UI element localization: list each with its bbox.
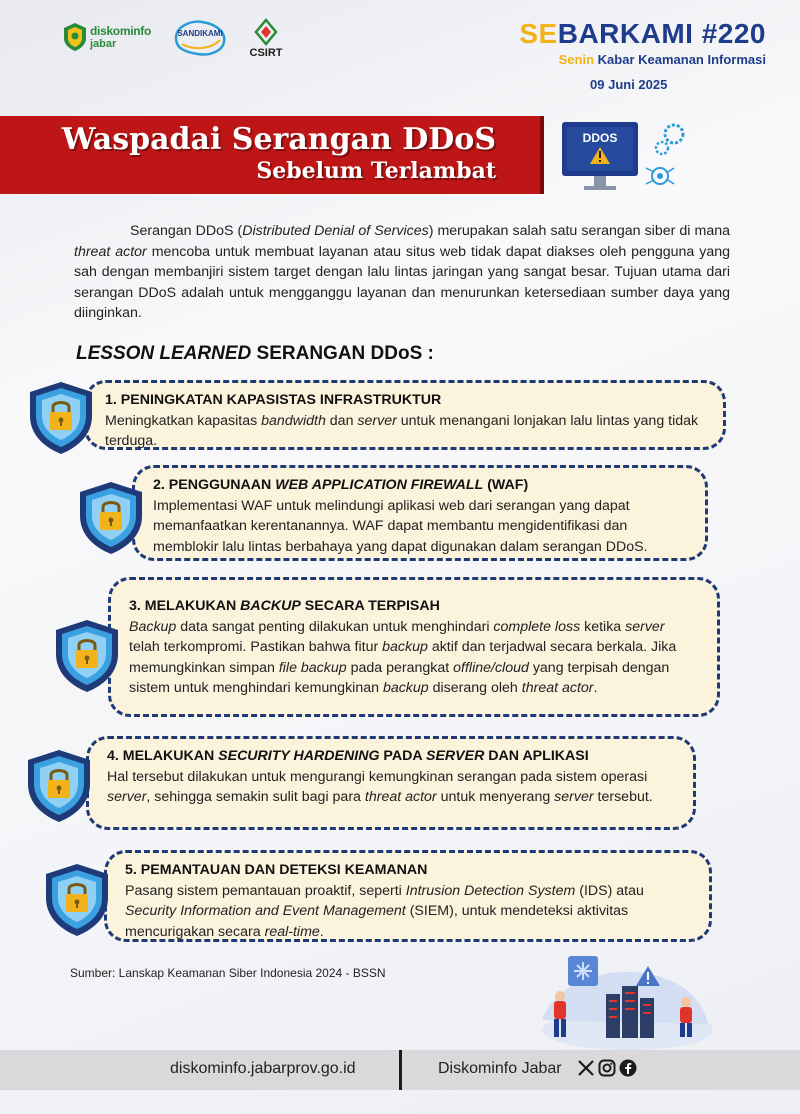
shield-lock-icon [76,480,146,556]
card-body-italic: file backup [278,659,347,676]
card-body-italic: bandwidth [261,412,326,429]
card-body-text: , sehingga semakin sulit bagi para [146,789,365,806]
lesson-card-1 [84,380,726,450]
source-citation: Sumber: Lanskap Keamanan Siber Indonesia 2024 - BSSN [70,966,386,980]
diskominfo-wordmark: diskominfo [90,24,152,38]
publish-date: 09 Juni 2025 [590,77,668,92]
card-body-text: Implementasi WAF untuk melindungi aplikasi web dari serangan yang dapat memanfaatkan kerentanannya. WAF dapat membantu mengidentifikasi dan memblokir lalu lintas berbahaya yang dapat digunakan dalam serangan DDoS. [153,497,648,555]
card-body-text: diserang oleh [428,680,522,697]
lesson-card-title [125,860,691,881]
header [0,0,800,110]
card-body-text: dan [325,412,358,429]
card-body-italic: backup [382,639,428,656]
sebarkami-block [519,20,766,92]
jabar-emblem-icon [62,22,88,52]
lesson-card-title [107,746,675,767]
lesson-heading-rest: SERANGAN DDoS : [251,343,434,364]
lesson-card-title [153,475,687,496]
card-title-text: 5. PEMANTAUAN DAN DETEKSI KEAMANAN [125,862,428,878]
intro-text-1: Serangan DDoS ( [130,223,243,239]
sebarkami-prefix: SE [519,18,558,49]
intro-italic-1: Distributed Denial of Services [242,223,429,239]
lesson-card-title [105,390,705,411]
card-body-italic: server [107,789,147,806]
card-title-text: 3. MELAKUKAN [129,598,241,614]
lesson-card-3 [108,577,720,717]
card-title-text: DAN APLIKASI [484,748,589,764]
sandikami-wordmark: SANDIKAMI [177,29,223,38]
card-body-text: telah terkompromi. Pastikan bahwa fitur [129,639,383,656]
card-body-text: pada perangkat [346,659,454,676]
subtitle-senin: Senin [558,52,595,67]
lesson-card-2 [132,465,708,561]
card-body-italic: Security Information and Event Management [125,903,406,920]
card-body-italic: backup [382,680,429,697]
jabar-wordmark: jabar [90,38,117,50]
website-link[interactable]: diskominfo.jabarprov.go.id [170,1060,356,1077]
lesson-card-body [105,411,705,452]
card-title-italic: SERVER [426,748,485,764]
card-body-italic: offline/cloud [453,659,529,676]
intro-text-2: ) merupakan salah satu serangan siber di mana [428,223,730,239]
card-body-text: Pasang sistem pemantauan proaktif, seperti [125,882,406,899]
card-body-text: yang terpisah dengan sistem untuk menghindari kemungkinan [129,659,670,697]
lesson-card-body [153,496,687,558]
card-body-text: ketika [580,618,626,635]
card-body-text: Hal tersebut dilakukan untuk mengurangi kemungkinan serangan pada sistem operasi [107,768,648,785]
x-icon[interactable] [577,1059,595,1077]
card-body-italic: threat actor [364,789,437,806]
facebook-icon[interactable] [619,1059,637,1077]
card-body-italic: server [357,412,397,429]
card-body-text: . [319,923,324,940]
card-body-text: data sangat penting dilakukan untuk menghindari [176,618,494,635]
intro-text-3: mencoba untuk membuat layanan atau situs web tidak dapat diakses oleh pengguna yang sah dengan membanjiri sistem target dengan lalu lintas jaringan yang sangat besar. Tujuan utama dari serangan DDoS adalah untuk mengganggu layanan dan menurunkan ketersediaan sumber daya yang diinginkan. [74,243,730,322]
card-body-text: (IDS) atau [575,882,644,899]
shield-lock-icon [52,618,122,694]
shield-lock-icon [42,862,112,938]
page-title: Waspadai Serangan DDoS [61,122,496,157]
intro-paragraph [74,221,730,324]
card-body-text: tersebut. [593,789,653,806]
card-body-italic: threat actor [521,680,594,697]
lesson-card-5 [104,850,712,942]
card-body-text: aktif dan terjadwal secara berkala. Jika memungkinkan simpan [129,639,677,676]
shield-lock-icon [24,748,94,824]
card-title-text: 4. MELAKUKAN [107,748,219,764]
diskominfo-logo [62,20,162,56]
subtitle-kabar: Kabar Keamanan Informasi [597,52,766,67]
sebarkami-title [519,20,766,48]
footer-divider [399,1050,402,1090]
card-body-italic: Intrusion Detection System [405,882,576,899]
page-subtitle: Sebelum Terlambat [256,158,496,184]
card-body-italic: server [625,618,665,635]
lesson-card-body [125,881,691,943]
card-title-text: 1. PENINGKATAN KAPASISTAS INFRASTRUKTUR [105,392,442,408]
social-account-name: Diskominfo Jabar [438,1060,562,1077]
intro-italic-2: threat actor [74,243,147,260]
ddos-monitor-icon [558,118,694,202]
card-title-text: SECARA TERPISAH [300,598,440,614]
lesson-card-body [107,767,675,808]
card-title-text: PADA [379,748,426,764]
lesson-heading [76,343,434,365]
card-body-text: Meningkatkan kapasitas [105,412,262,429]
card-body-italic: server [554,789,594,806]
card-body-italic: real-time [264,923,320,940]
title-banner [0,116,544,194]
card-title-italic: WEB APPLICATION FIREWALL [275,477,484,493]
card-title-text: 2. PENGGUNAAN [153,477,276,493]
sebarkami-subtitle [519,52,766,67]
card-title-italic: SECURITY HARDENING [218,748,380,764]
card-body-italic: Backup [129,618,177,635]
lesson-heading-italic: LESSON LEARNED [76,343,252,364]
footer [0,1050,800,1090]
csirt-logo [236,18,296,64]
lesson-card-body [129,617,699,699]
lesson-card-title [129,596,699,617]
card-body-text: untuk menyerang [436,789,555,806]
instagram-icon[interactable] [598,1059,616,1077]
shield-lock-icon [26,380,96,456]
card-body-text: . [593,680,598,697]
server-workers-illustration [532,950,712,1050]
card-body-text: untuk menangani lonjakan lalu lintas yang tidak terduga. [105,412,699,450]
lesson-card-4 [86,736,696,830]
sandikami-logo [172,18,228,58]
ddos-label: DDOS [582,131,618,145]
card-body-italic: complete loss [493,618,581,635]
card-title-italic: BACKUP [240,598,301,614]
sebarkami-number: BARKAMI #220 [557,18,766,49]
csirt-wordmark: CSIRT [249,47,283,59]
card-title-text: (WAF) [483,477,529,493]
card-body-text: (SIEM), untuk mendeteksi aktivitas mencurigakan secara [125,903,629,940]
